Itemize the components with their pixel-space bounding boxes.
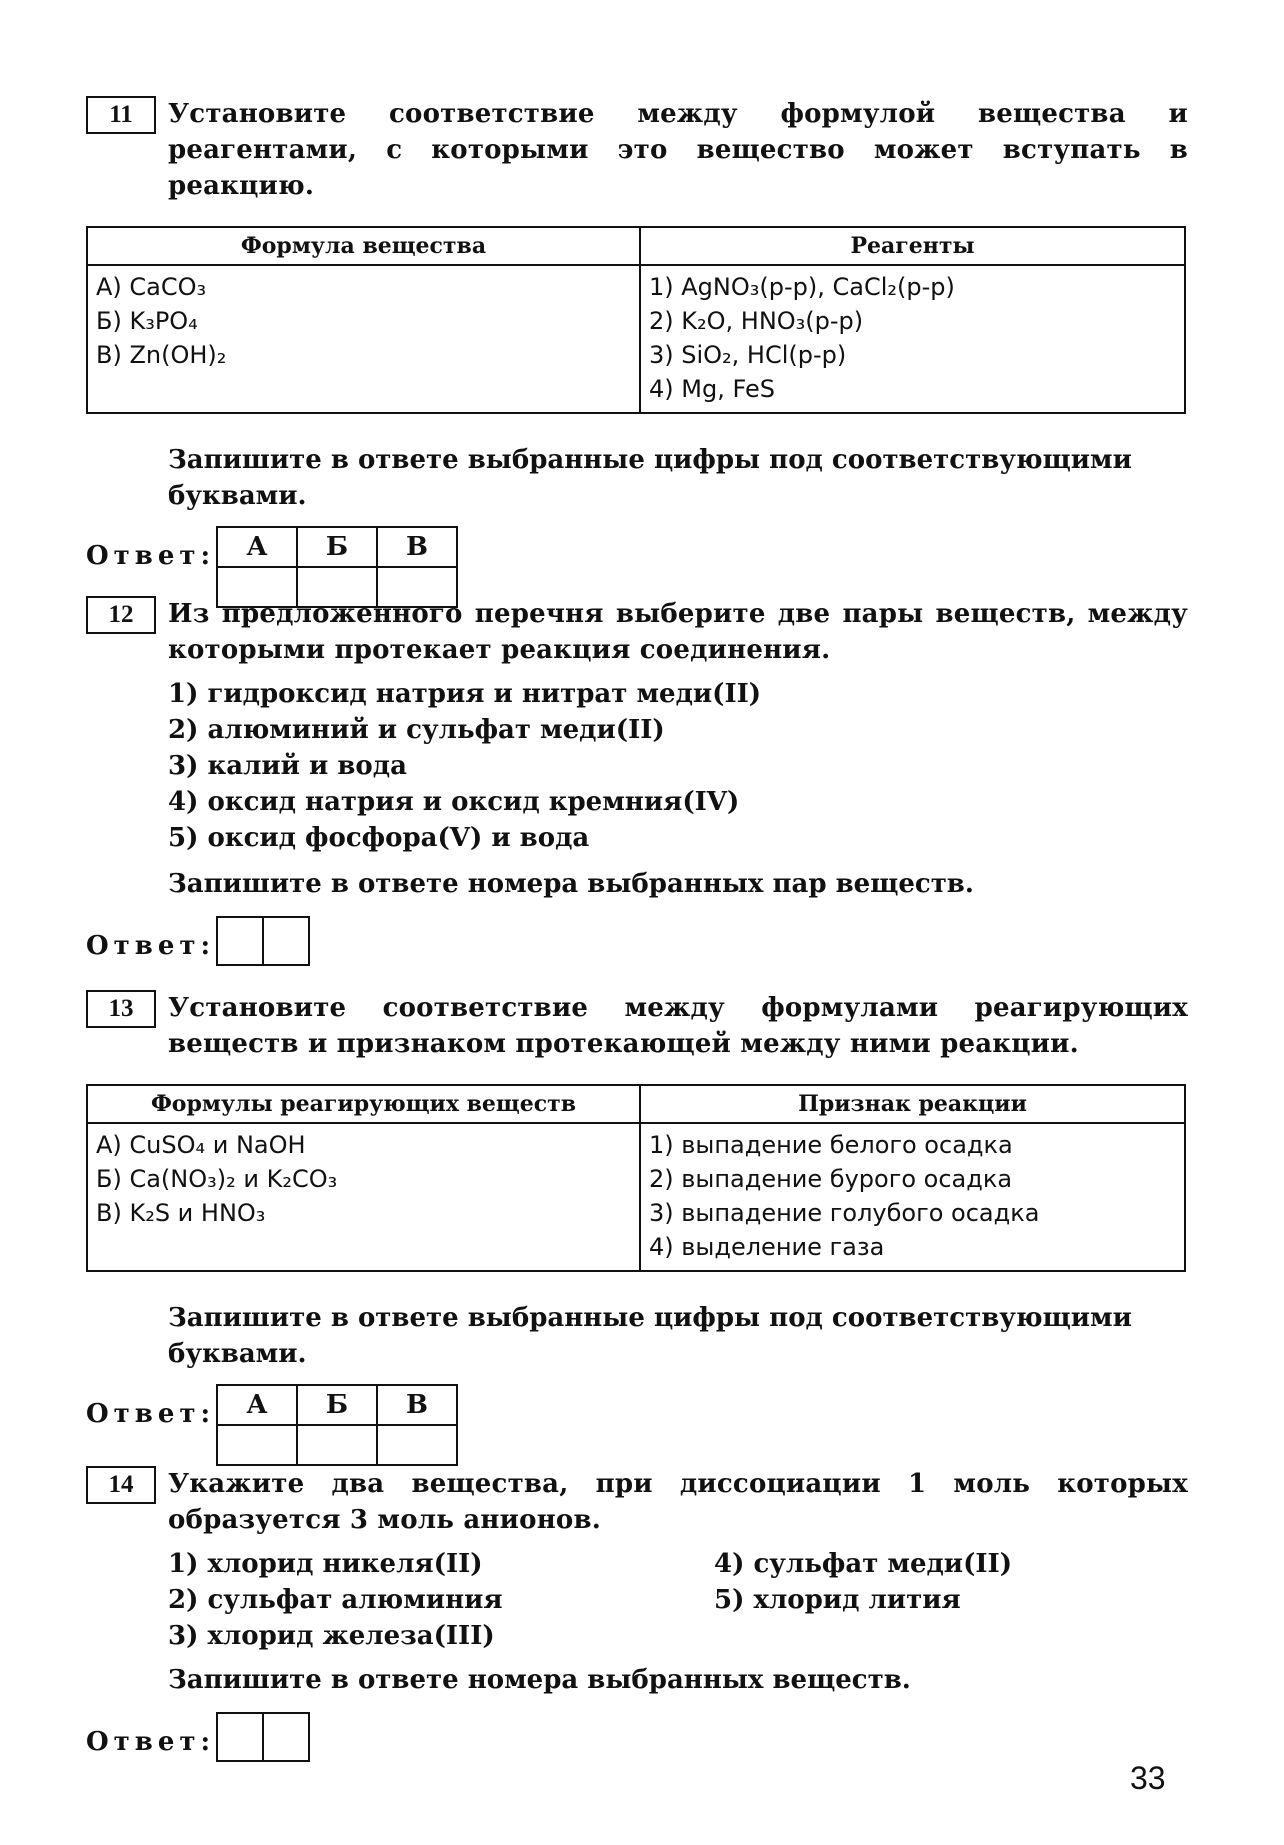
right-item: 1) AgNO₃(р-р), CaCl₂(р-р) xyxy=(649,273,955,301)
instruction: Запишите в ответе выбранные цифры под соответствующими буквами. xyxy=(168,445,1132,511)
answer-label: Ответ: xyxy=(86,1399,216,1429)
answer-boxes xyxy=(216,1712,310,1762)
left-item: В) Zn(OH)₂ xyxy=(96,341,227,369)
answer-cell[interactable] xyxy=(264,916,310,966)
option-item: 3) калий и вода xyxy=(168,751,407,781)
right-item: 4) выделение газа xyxy=(649,1233,885,1261)
right-item: 3) выпадение голубого осадка xyxy=(649,1199,1040,1227)
instruction: Запишите в ответе номера выбранных пар веществ. xyxy=(168,869,974,899)
answer-header: А xyxy=(217,527,297,567)
task-13 xyxy=(86,990,1188,1476)
right-column xyxy=(640,265,1185,413)
column-header-formula: Формула вещества xyxy=(87,227,640,265)
column-header-formulas: Формулы реагирующих веществ xyxy=(87,1085,640,1123)
answer-cell[interactable] xyxy=(216,916,264,966)
task-number: 11 xyxy=(86,96,156,134)
options-right xyxy=(714,1546,1012,1618)
instruction: Запишите в ответе номера выбранных веществ. xyxy=(168,1665,911,1695)
right-item: 2) K₂O, HNO₃(р-р) xyxy=(649,307,864,335)
option-item: 2) алюминий и сульфат меди(II) xyxy=(168,715,665,745)
task-text: Из предложенного перечня выберите две пары веществ, между которыми протекает реакция соединения. xyxy=(168,599,1188,665)
right-item: 3) SiO₂, HCl(р-р) xyxy=(649,341,847,369)
answer-row xyxy=(86,1384,1188,1476)
right-item: 2) выпадение бурого осадка xyxy=(649,1165,1013,1193)
task-11 xyxy=(86,96,1188,618)
answer-cell[interactable] xyxy=(264,1712,310,1762)
matching-table xyxy=(86,226,1186,414)
options-left xyxy=(168,1546,503,1654)
column-header-reaction-sign: Признак реакции xyxy=(640,1085,1185,1123)
left-column xyxy=(87,1123,640,1271)
answer-cell[interactable] xyxy=(217,1425,297,1465)
answer-label: Ответ: xyxy=(86,931,216,961)
matching-table xyxy=(86,1084,1186,1272)
answer-header: Б xyxy=(297,1385,377,1425)
instruction: Запишите в ответе выбранные цифры под соответствующими буквами. xyxy=(168,1303,1132,1369)
task-14 xyxy=(86,1466,1188,1772)
answer-header: В xyxy=(377,1385,457,1425)
answer-label: Ответ: xyxy=(86,541,216,571)
task-12 xyxy=(86,596,1188,976)
left-column xyxy=(87,265,640,413)
answer-header: Б xyxy=(297,527,377,567)
answer-table xyxy=(216,1384,458,1466)
left-item: А) CaCO₃ xyxy=(96,273,207,301)
option-item: 1) хлорид никеля(II) xyxy=(168,1549,483,1579)
task-number: 12 xyxy=(86,596,156,634)
answer-header: В xyxy=(377,527,457,567)
option-item: 5) хлорид лития xyxy=(714,1585,961,1615)
task-text: Укажите два вещества, при диссоциации 1 моль которых образуется 3 моль анионов. xyxy=(168,1469,1188,1535)
left-item: А) CuSO₄ и NaOH xyxy=(96,1131,306,1159)
answer-cell[interactable] xyxy=(216,1712,264,1762)
left-item: Б) Ca(NO₃)₂ и K₂CO₃ xyxy=(96,1165,338,1193)
task-number: 13 xyxy=(86,990,156,1028)
option-item: 2) сульфат алюминия xyxy=(168,1585,503,1615)
option-item: 4) оксид натрия и оксид кремния(IV) xyxy=(168,787,740,817)
answer-cell[interactable] xyxy=(377,1425,457,1465)
option-item: 4) сульфат меди(II) xyxy=(714,1549,1013,1579)
option-item: 3) хлорид железа(III) xyxy=(168,1621,495,1651)
task-text: Установите соответствие между формулой вещества и реагентами, с которыми это вещество может вступать в реакцию. xyxy=(168,99,1188,201)
answer-cell[interactable] xyxy=(297,1425,377,1465)
answer-row xyxy=(86,1712,1188,1772)
options-two-columns xyxy=(168,1546,1188,1654)
answer-label: Ответ: xyxy=(86,1727,216,1757)
task-number: 14 xyxy=(86,1466,156,1504)
answer-row xyxy=(86,916,1188,976)
right-item: 1) выпадение белого осадка xyxy=(649,1131,1013,1159)
answer-boxes xyxy=(216,916,310,966)
page-number: 33 xyxy=(1130,1760,1166,1796)
right-column xyxy=(640,1123,1185,1271)
right-item: 4) Mg, FeS xyxy=(649,375,775,403)
left-item: В) K₂S и HNO₃ xyxy=(96,1199,266,1227)
options-list xyxy=(168,676,1188,856)
option-item: 1) гидроксид натрия и нитрат меди(II) xyxy=(168,679,762,709)
task-text: Установите соответствие между формулами реагирующих веществ и признаком протекающей между ними реакции. xyxy=(168,993,1188,1059)
left-item: Б) K₃PO₄ xyxy=(96,307,198,335)
column-header-reagents: Реагенты xyxy=(640,227,1185,265)
answer-header: А xyxy=(217,1385,297,1425)
option-item: 5) оксид фосфора(V) и вода xyxy=(168,823,590,853)
